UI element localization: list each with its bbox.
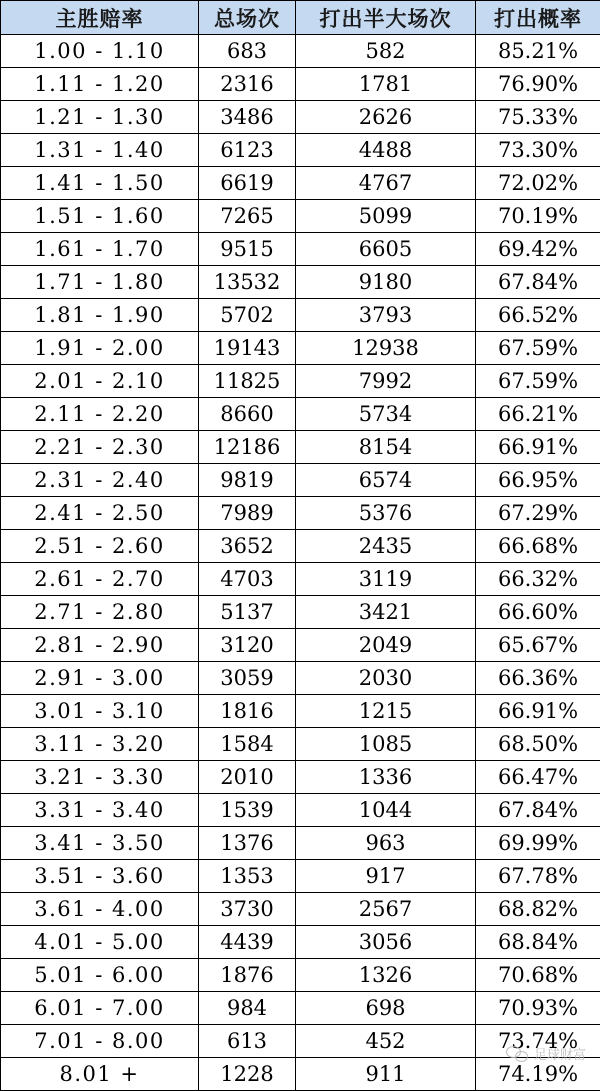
odds-range-cell: 3.51 - 3.60: [1, 860, 199, 893]
table-row: [1, 266, 600, 299]
odds-range-cell: 1.21 - 1.30: [1, 101, 199, 134]
table-row: [1, 563, 600, 596]
odds-range-cell: 1.91 - 2.00: [1, 332, 199, 365]
hit-matches-cell: 5099: [296, 200, 476, 233]
hit-matches-cell: 1326: [296, 959, 476, 992]
total-matches-cell: 3486: [199, 101, 296, 134]
total-matches-cell: 12186: [199, 431, 296, 464]
table-row: [1, 761, 600, 794]
odds-range-cell: 5.01 - 6.00: [1, 959, 199, 992]
table-row: [1, 398, 600, 431]
table-row: [1, 596, 600, 629]
total-matches-cell: 9819: [199, 464, 296, 497]
total-matches-cell: 1584: [199, 728, 296, 761]
hit-rate-cell: 69.99%: [476, 827, 600, 860]
table-row: [1, 68, 600, 101]
hit-rate-cell: 66.32%: [476, 563, 600, 596]
table-row: [1, 662, 600, 695]
hit-matches-cell: 963: [296, 827, 476, 860]
odds-range-cell: 1.61 - 1.70: [1, 233, 199, 266]
table-row: [1, 992, 600, 1025]
hit-matches-cell: 12938: [296, 332, 476, 365]
hit-matches-cell: 1044: [296, 794, 476, 827]
odds-range-cell: 2.91 - 3.00: [1, 662, 199, 695]
table-row: [1, 233, 600, 266]
hit-rate-cell: 66.91%: [476, 431, 600, 464]
hit-matches-cell: 1215: [296, 695, 476, 728]
total-matches-cell: 984: [199, 992, 296, 1025]
hit-rate-cell: 66.47%: [476, 761, 600, 794]
table-row: [1, 497, 600, 530]
header-cell-home-odds: 主胜赔率: [1, 1, 199, 35]
table-row: [1, 167, 600, 200]
hit-matches-cell: 4767: [296, 167, 476, 200]
hit-matches-cell: 5376: [296, 497, 476, 530]
hit-matches-cell: 9180: [296, 266, 476, 299]
hit-rate-cell: 66.91%: [476, 695, 600, 728]
hit-matches-cell: 2049: [296, 629, 476, 662]
total-matches-cell: 1876: [199, 959, 296, 992]
total-matches-cell: 3730: [199, 893, 296, 926]
table-row: [1, 464, 600, 497]
hit-rate-cell: 73.74%: [476, 1025, 600, 1058]
odds-range-cell: 2.51 - 2.60: [1, 530, 199, 563]
odds-range-cell: 1.81 - 1.90: [1, 299, 199, 332]
odds-range-cell: 1.31 - 1.40: [1, 134, 199, 167]
total-matches-cell: 11825: [199, 365, 296, 398]
hit-rate-cell: 65.67%: [476, 629, 600, 662]
hit-rate-cell: 67.29%: [476, 497, 600, 530]
table-row: [1, 35, 600, 68]
hit-matches-cell: 1781: [296, 68, 476, 101]
odds-range-cell: 2.41 - 2.50: [1, 497, 199, 530]
hit-matches-cell: 8154: [296, 431, 476, 464]
hit-matches-cell: 582: [296, 35, 476, 68]
odds-range-cell: 3.61 - 4.00: [1, 893, 199, 926]
hit-matches-cell: 452: [296, 1025, 476, 1058]
odds-range-cell: 1.41 - 1.50: [1, 167, 199, 200]
odds-range-cell: 1.00 - 1.10: [1, 35, 199, 68]
odds-range-cell: 2.31 - 2.40: [1, 464, 199, 497]
table-row: [1, 860, 600, 893]
odds-range-cell: 4.01 - 5.00: [1, 926, 199, 959]
hit-rate-cell: 76.90%: [476, 68, 600, 101]
hit-matches-cell: 2030: [296, 662, 476, 695]
hit-matches-cell: 917: [296, 860, 476, 893]
header-cell-total-matches: 总场次: [199, 1, 296, 35]
odds-range-cell: 3.31 - 3.40: [1, 794, 199, 827]
hit-matches-cell: 3119: [296, 563, 476, 596]
hit-rate-cell: 85.21%: [476, 35, 600, 68]
hit-matches-cell: 3793: [296, 299, 476, 332]
hit-rate-cell: 74.19%: [476, 1058, 600, 1091]
total-matches-cell: 2010: [199, 761, 296, 794]
odds-range-cell: 2.61 - 2.70: [1, 563, 199, 596]
table-row: [1, 200, 600, 233]
hit-matches-cell: 4488: [296, 134, 476, 167]
header-cell-hit-rate: 打出概率: [476, 1, 600, 35]
odds-range-cell: 3.01 - 3.10: [1, 695, 199, 728]
total-matches-cell: 6123: [199, 134, 296, 167]
hit-matches-cell: 2567: [296, 893, 476, 926]
header-row: [1, 1, 600, 35]
odds-range-cell: 2.11 - 2.20: [1, 398, 199, 431]
watermark: [506, 1044, 586, 1063]
odds-range-cell: 3.41 - 3.50: [1, 827, 199, 860]
hit-rate-cell: 68.84%: [476, 926, 600, 959]
total-matches-cell: 8660: [199, 398, 296, 431]
hit-rate-cell: 66.68%: [476, 530, 600, 563]
table-row: [1, 728, 600, 761]
hit-matches-cell: 6605: [296, 233, 476, 266]
odds-range-cell: 6.01 - 7.00: [1, 992, 199, 1025]
total-matches-cell: 3120: [199, 629, 296, 662]
total-matches-cell: 1376: [199, 827, 296, 860]
total-matches-cell: 4703: [199, 563, 296, 596]
table-row: [1, 530, 600, 563]
hit-rate-cell: 70.93%: [476, 992, 600, 1025]
hit-matches-cell: 3056: [296, 926, 476, 959]
hit-rate-cell: 70.68%: [476, 959, 600, 992]
hit-rate-cell: 67.78%: [476, 860, 600, 893]
hit-matches-cell: 2435: [296, 530, 476, 563]
hit-rate-cell: 66.36%: [476, 662, 600, 695]
hit-rate-cell: 69.42%: [476, 233, 600, 266]
hit-rate-cell: 68.50%: [476, 728, 600, 761]
table-row: [1, 134, 600, 167]
hit-rate-cell: 72.02%: [476, 167, 600, 200]
odds-range-cell: 3.21 - 3.30: [1, 761, 199, 794]
table-row: [1, 893, 600, 926]
total-matches-cell: 1816: [199, 695, 296, 728]
hit-rate-cell: 68.82%: [476, 893, 600, 926]
hit-matches-cell: 2626: [296, 101, 476, 134]
odds-range-cell: 2.01 - 2.10: [1, 365, 199, 398]
table-row: [1, 695, 600, 728]
total-matches-cell: 2316: [199, 68, 296, 101]
table-row: [1, 101, 600, 134]
odds-range-cell: 3.11 - 3.20: [1, 728, 199, 761]
hit-matches-cell: 1336: [296, 761, 476, 794]
odds-range-cell: 1.51 - 1.60: [1, 200, 199, 233]
table-row: [1, 926, 600, 959]
table-row: [1, 431, 600, 464]
wechat-icon: [506, 1046, 528, 1062]
table-row: [1, 332, 600, 365]
table-body: [1, 35, 600, 1091]
total-matches-cell: 3059: [199, 662, 296, 695]
hit-matches-cell: 911: [296, 1058, 476, 1091]
total-matches-cell: 4439: [199, 926, 296, 959]
odds-range-cell: 7.01 - 8.00: [1, 1025, 199, 1058]
total-matches-cell: 1539: [199, 794, 296, 827]
hit-rate-cell: 67.59%: [476, 365, 600, 398]
hit-rate-cell: 66.95%: [476, 464, 600, 497]
total-matches-cell: 3652: [199, 530, 296, 563]
hit-matches-cell: 1085: [296, 728, 476, 761]
total-matches-cell: 9515: [199, 233, 296, 266]
total-matches-cell: 5137: [199, 596, 296, 629]
odds-range-cell: 2.21 - 2.30: [1, 431, 199, 464]
hit-rate-cell: 67.59%: [476, 332, 600, 365]
hit-rate-cell: 73.30%: [476, 134, 600, 167]
total-matches-cell: 1353: [199, 860, 296, 893]
hit-rate-cell: 66.60%: [476, 596, 600, 629]
hit-rate-cell: 75.33%: [476, 101, 600, 134]
total-matches-cell: 7989: [199, 497, 296, 530]
hit-matches-cell: 5734: [296, 398, 476, 431]
total-matches-cell: 613: [199, 1025, 296, 1058]
hit-matches-cell: 698: [296, 992, 476, 1025]
table-row: [1, 365, 600, 398]
table-row: [1, 827, 600, 860]
table-row: [1, 959, 600, 992]
total-matches-cell: 19143: [199, 332, 296, 365]
hit-rate-cell: 70.19%: [476, 200, 600, 233]
total-matches-cell: 1228: [199, 1058, 296, 1091]
odds-range-cell: 2.81 - 2.90: [1, 629, 199, 662]
hit-rate-cell: 67.84%: [476, 794, 600, 827]
odds-range-cell: 8.01 +: [1, 1058, 199, 1091]
watermark-text: 足球财富: [534, 1044, 586, 1063]
hit-matches-cell: 6574: [296, 464, 476, 497]
hit-matches-cell: 7992: [296, 365, 476, 398]
hit-rate-cell: 66.52%: [476, 299, 600, 332]
hit-rate-cell: 66.21%: [476, 398, 600, 431]
total-matches-cell: 5702: [199, 299, 296, 332]
table-row: [1, 299, 600, 332]
odds-range-cell: 1.11 - 1.20: [1, 68, 199, 101]
hit-rate-cell: 67.84%: [476, 266, 600, 299]
table-row: [1, 794, 600, 827]
table-row: [1, 629, 600, 662]
total-matches-cell: 683: [199, 35, 296, 68]
odds-range-cell: 1.71 - 1.80: [1, 266, 199, 299]
hit-matches-cell: 3421: [296, 596, 476, 629]
header-cell-hit-matches: 打出半大场次: [296, 1, 476, 35]
total-matches-cell: 13532: [199, 266, 296, 299]
odds-range-cell: 2.71 - 2.80: [1, 596, 199, 629]
total-matches-cell: 6619: [199, 167, 296, 200]
total-matches-cell: 7265: [199, 200, 296, 233]
